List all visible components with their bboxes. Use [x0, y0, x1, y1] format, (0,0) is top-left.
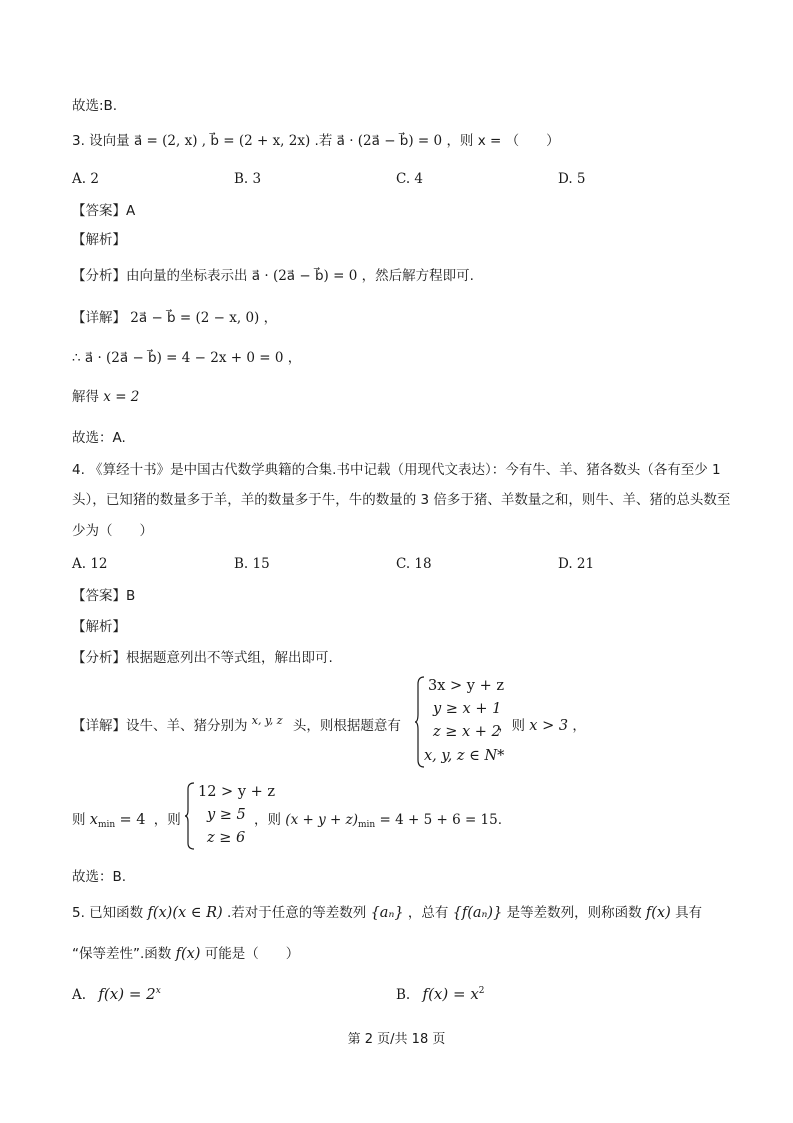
q3-fenxi-prefix: 【分析】由向量的坐标表示出: [72, 268, 248, 284]
q5-option-a: [72, 985, 161, 1003]
q3-fenxi-suffix: ，然后解方程即可.: [361, 268, 474, 284]
left-brace-icon: [184, 782, 196, 850]
q3-stem-prefix: 3. 设向量: [72, 133, 130, 149]
q5-l2-b: 可能是（ ）: [204, 946, 300, 962]
q3-cond: a⃗ · (2a⃗ − b⃗) = 0: [336, 133, 443, 149]
q5-l1-a: 5. 已知函数: [72, 905, 144, 921]
q5-opt-b-label: B.: [396, 987, 411, 1003]
q3-vec-a: a⃗ = (2, x): [133, 133, 198, 149]
q4-sys2-row-1: 12 > y + z: [198, 784, 276, 800]
q4-detail-prefix: 【详解】设牛、羊、猪分别为: [72, 718, 248, 734]
q4-sys1-row-3: z ≥ x + 2: [433, 724, 501, 740]
q4-then-mid: ，则: [153, 812, 181, 828]
q4-result-1: [498, 716, 586, 736]
q4-then-prefix: 则: [72, 812, 86, 828]
q4-line-3: 少为（ ）: [72, 523, 153, 539]
q3-analysis-tag: 【解析】: [72, 232, 126, 248]
q5-l2-f: f(x): [175, 946, 201, 962]
q5-l1-c: ，总有: [407, 905, 449, 921]
q3-detail: [72, 308, 277, 328]
q5-opt-a-expr: f(x) = 2: [98, 985, 156, 1003]
q5-l1-fan: {f(aₙ)}: [452, 905, 503, 921]
q5-line-1: [72, 903, 702, 923]
q4-sys1-row-4: x, y, z ∈ N*: [424, 748, 505, 764]
page-footer: 第 2 页/共 18 页: [347, 1032, 446, 1047]
q4-result1-math: x > 3: [529, 718, 569, 734]
q5-opt-a-label: A.: [72, 987, 87, 1003]
q3-option-a: A. 2: [72, 171, 99, 187]
q5-opt-a-sup: x: [155, 986, 161, 996]
q3-option-c: C. 4: [396, 171, 424, 187]
q4-sum: [254, 810, 502, 835]
q5-l1-e: 具有: [675, 905, 703, 921]
q4-option-b: B. 15: [234, 556, 270, 572]
q4-xmin: x: [89, 812, 98, 828]
q4-option-c: C. 18: [396, 556, 432, 572]
q4-sum-end: .: [497, 812, 503, 828]
q3-option-b: B. 3: [234, 171, 262, 187]
q4-then: [72, 810, 181, 835]
q3-solve-prefix: 解得: [72, 389, 99, 405]
q4-analysis-tag: 【解析】: [72, 619, 126, 635]
q3-solve-math: x = 2: [103, 389, 140, 405]
q5-l1-f2: f(x): [645, 905, 671, 921]
q4-fenxi: 【分析】根据题意列出不等式组，解出即可.: [72, 650, 333, 666]
q3-therefore-math: ∴ a⃗ · (2a⃗ − b⃗) = 4 − 2x + 0 = 0: [72, 350, 284, 366]
q4-choice: 故选：B.: [72, 869, 127, 885]
q4-sys1-row-2: y ≥ x + 1: [433, 701, 502, 717]
q5-l1-d: 是等差数列，则称函数: [506, 905, 642, 921]
q4-xmin-val: = 4: [119, 812, 146, 828]
q5-line-2: [72, 944, 299, 964]
q3-detail-comma: ，: [263, 310, 278, 326]
q3-solve: [72, 387, 139, 407]
q3-ask: ，则 x = （ ）: [446, 133, 560, 149]
q3-stem: 3. 设向量 a⃗ = (2, x) , b⃗ = (2 + x, 2x) .若 a⃗ · (2a⃗ − b⃗) = 0 ，则 x = （ ）: [72, 133, 560, 149]
q4-vars: x, y, z: [251, 714, 283, 727]
q3-therefore-comma: ，: [287, 350, 302, 366]
q4-sum-sub: min: [357, 820, 376, 830]
q3-answer-tag: 【答案】A: [72, 203, 136, 219]
q4-line-2: 头），已知猪的数量多于羊，羊的数量多于牛，牛的数量的 3 倍多于猪、羊数量之和，则牛、羊、猪的总头数至: [72, 492, 731, 508]
prev-choice: 故选:B.: [72, 98, 118, 114]
q3-choice: 故选：A.: [72, 430, 126, 446]
q3-cond-prefix: .若: [314, 133, 333, 149]
q5-opt-b-sup: 2: [478, 986, 485, 996]
q5-l1-f: f(x)(x ∈ R): [147, 905, 223, 921]
q4-xmin-sub: min: [97, 820, 116, 830]
q5-l1-an: {aₙ}: [370, 905, 404, 921]
q4-option-a: A. 12: [72, 556, 108, 572]
q3-therefore: [72, 348, 301, 368]
q3-option-d: D. 5: [558, 171, 586, 187]
q3-vec-b: b⃗ = (2 + x, 2x): [210, 133, 311, 149]
q4-sys2-row-3: z ≥ 6: [207, 830, 246, 846]
q3-detail-math: 2a⃗ − b⃗ = (2 − x, 0): [130, 310, 260, 326]
q4-sys1-row-1: 3x > y + z: [428, 678, 504, 694]
q4-detail: [72, 716, 401, 737]
q3-fenxi: [72, 266, 474, 286]
q4-detail-then: ，则: [498, 718, 525, 734]
q3-fenxi-math: a⃗ · (2a⃗ − b⃗) = 0: [251, 268, 358, 284]
q4-then2: ，则: [254, 812, 281, 828]
q5-l1-b: .若对于任意的等差数列: [226, 905, 367, 921]
q4-option-d: D. 21: [558, 556, 595, 572]
q4-sum-val: = 4 + 5 + 6 = 15: [379, 812, 498, 828]
q4-detail-mid: 头，则根据题意有: [292, 718, 401, 734]
q5-option-b: [396, 985, 485, 1003]
q4-answer-tag: 【答案】B: [72, 588, 136, 604]
q5-opt-b-expr: f(x) = x: [422, 985, 479, 1003]
q4-result1-comma: ，: [572, 718, 586, 734]
q3-detail-prefix: 【详解】: [72, 310, 126, 326]
q4-sum-expr: (x + y + z): [285, 812, 358, 828]
q5-l2-a: “保等差性”.函数: [72, 946, 172, 962]
q4-sys2-row-2: y ≥ 5: [207, 807, 246, 823]
q4-line-1: 4. 《算经十书》是中国古代数学典籍的合集.书中记载（用现代文表达）：今有牛、羊、猪各数头（各有至少 1: [72, 462, 721, 478]
